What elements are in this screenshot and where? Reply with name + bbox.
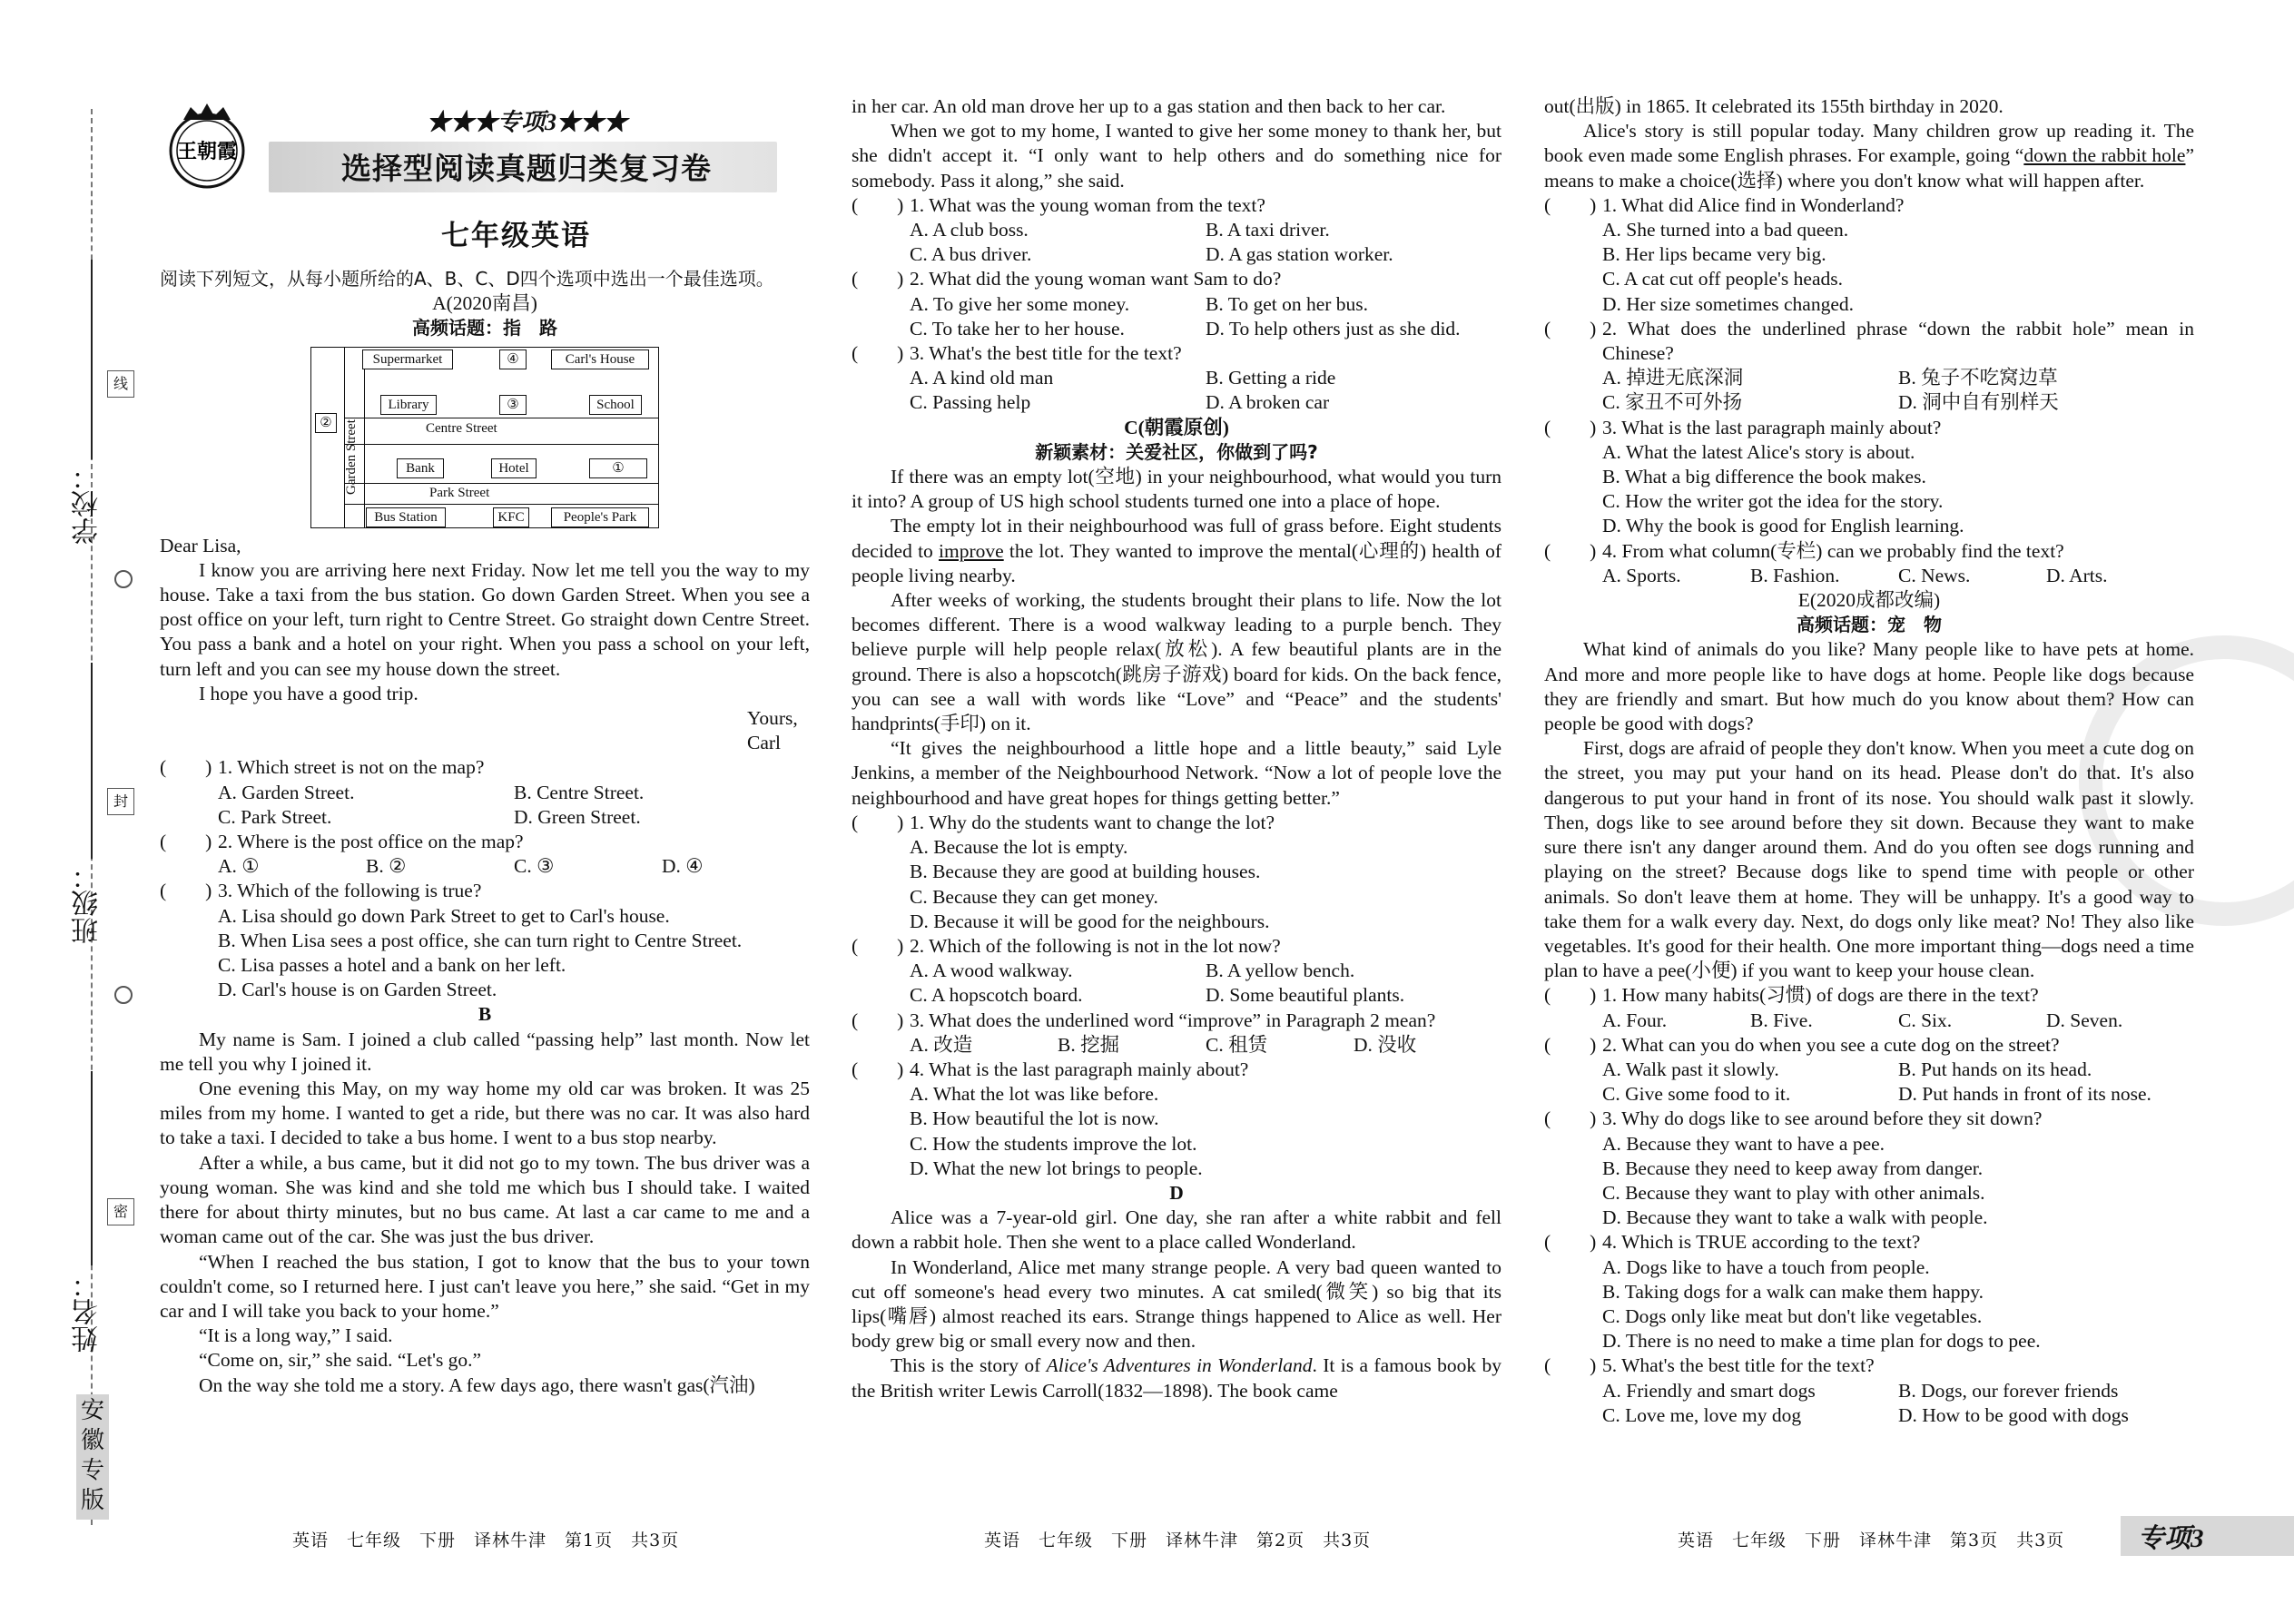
binding-hole	[114, 570, 133, 588]
option[interactable]: C. Park Street.	[218, 805, 332, 828]
paragraph: This is the story of Alice's Adventures in Wonderland. It is a famous book by the British writer Lewis Carroll(1832—1898). The book came	[852, 1354, 1501, 1402]
option[interactable]: C. A hopscotch board.	[910, 984, 1083, 1007]
option[interactable]: A. 掉进无底深洞	[1602, 367, 1744, 389]
answer-blank[interactable]: ( )	[1544, 539, 1597, 562]
option[interactable]: D. 洞中自有别样天	[1898, 391, 2059, 414]
option[interactable]: B. How beautiful the lot is now.	[910, 1107, 1159, 1130]
question: ( ) 2. What can you do when you see a cute dog on the street?	[1544, 1033, 2194, 1058]
answer-blank[interactable]: ( )	[852, 268, 904, 290]
school-label: 学校：	[72, 463, 103, 545]
question: ( ) 2. Which of the following is not in the lot now?	[852, 934, 1501, 959]
paragraph: One evening this May, on my way home my old car was broken. It was 25 miles from my home. I wanted to get a ride, but there was no car. It was also hard to take a taxi. I decided to take a bus home. I went to a bus stop nearby.	[160, 1078, 810, 1149]
instruction: 阅读下列短文，从每小题所给的A、B、C、D四个选项中选出一个最佳选项。	[160, 268, 774, 290]
answer-blank[interactable]: ( )	[852, 811, 904, 833]
centre-street-line	[344, 444, 658, 445]
letter-sign: Yours,	[747, 707, 798, 730]
series-label: ★★★专项3★★★	[427, 109, 628, 135]
question: ( ) 2. What did the young woman want Sam to do?	[852, 267, 1501, 291]
section-c-topic: 新颖素材：关爱社区，你做到了吗?	[1035, 440, 1318, 463]
question: ( ) 4. From what column(专栏) can we probably find the text?	[1544, 539, 2194, 564]
option[interactable]: D. Why the book is good for English learning.	[1602, 515, 1964, 537]
option[interactable]: B. What a big difference the book makes.	[1602, 466, 1926, 488]
paragraph: After weeks of working, the students brought their plans to life. Now the lot becomes different. There is a wood walkway leading to a purple bench. They believe purple will help people relax(放松). A few beautiful plants are in the ground. There is also a hopscotch(跳房子游戏) board for kids. On the back fence, you can see a wall with words like “Love” and “Peace” and the students' handprints(手印) on it.	[852, 589, 1501, 735]
column-1	[160, 100, 810, 1398]
paragraph: “Come on, sir,” she said. “Let's go.”	[199, 1349, 482, 1372]
question: ( ) 4. Which is TRUE according to the text?	[1544, 1230, 2194, 1255]
option[interactable]: D. Green Street.	[514, 805, 641, 828]
underlined-word: improve	[939, 539, 1004, 562]
option[interactable]: C. To take her to her house.	[910, 317, 1125, 340]
answer-blank[interactable]: ( )	[160, 880, 212, 902]
question: ( ) 1. What was the young woman from the text?	[852, 193, 1501, 218]
option[interactable]: D. Carl's house is on Garden Street.	[218, 979, 497, 1001]
option[interactable]: A. To give her some money.	[910, 292, 1130, 315]
letter-sign: Carl	[747, 732, 782, 754]
map-kfc: KFC	[493, 507, 529, 527]
option[interactable]: D. There is no need to make a time plan for dogs to pee.	[1602, 1330, 2041, 1353]
option[interactable]: B. When Lisa sees a post office, she can turn right to Centre Street.	[218, 929, 743, 951]
option[interactable]: C. Dogs only like meat but don't like vegetables.	[1602, 1304, 1983, 1327]
option[interactable]: B. Five.	[1750, 1009, 1813, 1031]
answer-blank[interactable]: ( )	[1544, 317, 1597, 340]
option[interactable]: A. She turned into a bad queen.	[1602, 219, 1849, 241]
paragraph: If there was an empty lot(空地) in your neighbourhood, what would you turn it into? A group of US high school students turned one into a place of hope.	[852, 466, 1501, 513]
name-label: 姓名：	[72, 1271, 103, 1353]
option[interactable]: A. What the latest Alice's story is about.	[1602, 440, 1915, 463]
answer-blank[interactable]: ( )	[1544, 1354, 1597, 1377]
question: ( ) 4. What is the last paragraph mainly about?	[852, 1058, 1501, 1082]
letter-greeting: Dear Lisa,	[160, 534, 241, 556]
underlined-phrase: down the rabbit hole	[2023, 144, 2186, 167]
paragraph: My name is Sam. I joined a club called “passing help” last month. Now let me tell you why I joined it.	[160, 1028, 810, 1075]
paragraph: What kind of animals do you like? Many people like to have pets at home. And more and more people like to have dogs at home. People like dogs because they are friendly and smart. But how much do you know about them? How can people be good with dogs?	[1544, 638, 2194, 735]
answer-blank[interactable]: ( )	[1544, 984, 1597, 1007]
option[interactable]: A. Garden Street.	[218, 781, 355, 803]
paragraph: After a while, a bus came, but it did not go to my town. The bus driver was a young woman. She was kind and she told me which bus I should take. I waited there for about thirty minutes, but no bus came. At last a car came to me and a woman came out of the car. She was just the bus driver.	[160, 1151, 810, 1248]
question: ( ) 2. Where is the post office on the map?	[160, 830, 810, 854]
question: ( ) 1. Which street is not on the map?	[160, 755, 810, 780]
option[interactable]: A. A kind old man	[910, 367, 1054, 389]
class-label: 班级：	[72, 862, 103, 944]
section-a-heading: A(2020南昌)	[432, 292, 537, 315]
question: ( ) 2. What does the underlined phrase “down the rabbit hole” mean in Chinese?	[1544, 317, 2194, 366]
section-b-heading: B	[478, 1003, 492, 1026]
option[interactable]: B. Fashion.	[1750, 564, 1840, 586]
question: ( ) 3. What does the underlined word “improve” in Paragraph 2 mean?	[852, 1009, 1501, 1033]
option[interactable]: A. What the lot was like before.	[910, 1083, 1159, 1106]
question: ( ) 3. Which of the following is true?	[160, 879, 810, 903]
answer-blank[interactable]: ( )	[1544, 416, 1597, 438]
option[interactable]: C. 租赁	[1206, 1033, 1268, 1056]
option[interactable]: C. How the students improve the lot.	[910, 1132, 1197, 1155]
option[interactable]: B. Getting a ride	[1206, 367, 1336, 389]
map-carls-house: Carl's House	[551, 349, 649, 369]
answer-blank[interactable]: ( )	[852, 342, 904, 365]
option[interactable]: C. How the writer got the idea for the story.	[1602, 490, 1944, 513]
street-map	[310, 347, 659, 528]
question: ( ) 1. What did Alice find in Wonderland?	[1544, 193, 2194, 218]
paragraph: The empty lot in their neighbourhood was full of grass before. Eight students decided to improve the lot. They wanted to improve the mental(心理的) health of people living nearby.	[852, 515, 1501, 586]
paragraph: in her car. An old man drove her up to a gas station and then back to her car.	[852, 95, 1446, 117]
option[interactable]: C. A bus driver.	[910, 243, 1032, 266]
option[interactable]: C. Love me, love my dog	[1602, 1403, 1802, 1426]
answer-blank[interactable]: ( )	[852, 193, 904, 216]
option[interactable]: A. ①	[218, 855, 260, 878]
option[interactable]: D. To help others just as she did.	[1206, 317, 1461, 340]
class-field[interactable]	[91, 663, 93, 859]
option[interactable]: A. Because the lot is empty.	[910, 836, 1128, 859]
map-supermarket: Supermarket	[362, 349, 453, 369]
paragraph: “It is a long way,” I said.	[199, 1324, 393, 1347]
map-bus-station: Bus Station	[366, 507, 446, 527]
option[interactable]: A. A club boss.	[910, 219, 1029, 241]
footer-badge-label: 专项3	[2138, 1524, 2204, 1553]
name-field[interactable]	[91, 1071, 93, 1265]
map-bank: Bank	[397, 458, 444, 478]
paragraph: On the way she told me a story. A few days ago, there wasn't gas(汽油)	[199, 1373, 755, 1396]
page-footer-1: 英语 七年级 下册 译林牛津 第1页 共3页	[292, 1530, 680, 1550]
page-footer-2: 英语 七年级 下册 译林牛津 第2页 共3页	[984, 1530, 1372, 1550]
paragraph: First, dogs are afraid of people they don't know. When you meet a cute dog on the street, you may put your hand on its head. Please don't do that. It's also dangerous to put your hand in front of its nose. You should walk past it slowly. Then, dogs like to see around before they sit down. Because they want to make sure there isn't any danger around them. And do you often see dogs running and playing on the street? Because dogs like to spend time with people or other animals. So don't leave them at home. They will be unhappy. It's a good way to take them for a walk every day. Next, do dogs only like meat? No! They also like vegetables. It's good for their health. One more important thing—dogs need a time plan to have a pee(小便) if you want to keep your house clean.	[1544, 737, 2194, 982]
option[interactable]: D. What the new lot brings to people.	[910, 1156, 1203, 1179]
option[interactable]: A. A wood walkway.	[910, 960, 1073, 982]
book-title: Alice's Adventures in Wonderland	[1046, 1354, 1313, 1377]
letter-paragraph: I know you are arriving here next Friday. Now let me tell you the way to my house. Take a taxi from the bus station. Go down Garden Street. When you see a post office on your left, turn right to Centre Street. Go straight down Centre Street. You pass a bank and a hotel on your right. When you pass a school on your left, turn left and you can see my house down the street.	[160, 558, 810, 680]
paragraph: Alice was a 7-year-old girl. One day, she ran after a white rabbit and fell down a rabbit hole. Then she went to a place called Wonderland.	[852, 1206, 1501, 1254]
option[interactable]: D. Seven.	[2046, 1009, 2123, 1031]
map-library: Library	[380, 395, 437, 415]
answer-blank[interactable]: ( )	[852, 1058, 904, 1080]
seal-line: 线	[107, 370, 134, 398]
option[interactable]: C. A cat cut off people's heads.	[1602, 268, 1844, 290]
grade-title: 七年级英语	[441, 220, 591, 252]
option[interactable]: C. Six.	[1898, 1009, 1953, 1031]
option[interactable]: C. Because they want to play with other animals.	[1602, 1181, 1985, 1204]
paragraph: “When I reached the bus station, I got to know that the bus to your town couldn't come, so I returned here. I just can't leave you here,” she said. “Get in my car and I will take you back to your home.”	[160, 1250, 810, 1322]
question: ( ) 1. Why do the students want to change the lot?	[852, 811, 1501, 835]
option[interactable]: A. Lisa should go down Park Street to get to Carl's house.	[218, 904, 670, 927]
section-e-topic: 高频话题：宠 物	[1797, 614, 1942, 636]
option[interactable]: D. A broken car	[1206, 391, 1330, 414]
option[interactable]: D. Because it will be good for the neighbours.	[910, 910, 1270, 932]
map-hotel: Hotel	[491, 458, 537, 478]
section-c-heading: C(朝霞原创)	[1124, 416, 1229, 438]
option[interactable]: C. Passing help	[910, 391, 1031, 414]
option[interactable]: B. Her lips became very big.	[1602, 243, 1826, 266]
paragraph: out(出版) in 1865. It celebrated its 155th birthday in 2020.	[1544, 95, 2004, 117]
option[interactable]: D. A gas station worker.	[1206, 243, 1393, 266]
logo-text: 王朝霞	[176, 141, 238, 163]
map-slot-4: ④	[499, 349, 527, 369]
option[interactable]: D. ④	[662, 855, 704, 878]
option[interactable]: B. Centre Street.	[514, 781, 645, 803]
answer-blank[interactable]: ( )	[1544, 193, 1597, 216]
park-street-line	[344, 504, 658, 505]
option[interactable]: D. Put hands in front of its nose.	[1898, 1083, 2151, 1106]
answer-blank[interactable]: ( )	[160, 756, 212, 779]
option[interactable]: B. A taxi driver.	[1206, 219, 1330, 241]
question: ( ) 3. What's the best title for the text?	[852, 341, 1501, 366]
page-footer-3: 英语 七年级 下册 译林牛津 第3页 共3页	[1678, 1530, 2065, 1550]
option[interactable]: C. 家丑不可外扬	[1602, 391, 1743, 414]
option[interactable]: B. ②	[366, 855, 407, 878]
question: ( ) 1. How many habits(习惯) of dogs are there in the text?	[1544, 983, 2194, 1008]
option[interactable]: C. Lisa passes a hotel and a bank on her left.	[218, 954, 566, 977]
option[interactable]: D. How to be good with dogs	[1898, 1403, 2129, 1426]
answer-blank[interactable]: ( )	[852, 934, 904, 957]
option[interactable]: B. Put hands on its head.	[1898, 1058, 2092, 1080]
question: ( ) 3. What is the last paragraph mainly about?	[1544, 416, 2194, 440]
answer-blank[interactable]: ( )	[1544, 1107, 1597, 1130]
option[interactable]: A. Dogs like to have a touch from people.	[1602, 1255, 1930, 1278]
option[interactable]: B. 挖掘	[1058, 1033, 1120, 1056]
answer-blank[interactable]: ( )	[1544, 1033, 1597, 1056]
option[interactable]: A. Sports.	[1602, 564, 1681, 586]
question: ( ) 5. What's the best title for the text?	[1544, 1353, 2194, 1378]
section-a-topic: 高频话题：指 路	[412, 317, 557, 340]
page-title: 选择型阅读真题归类复习卷	[341, 151, 712, 186]
option[interactable]: A. Four.	[1602, 1009, 1668, 1031]
map-park-street: Park Street	[429, 486, 490, 500]
option[interactable]: C. News.	[1898, 564, 1971, 586]
map-slot-2: ②	[315, 413, 337, 433]
letter-paragraph: I hope you have a good trip.	[199, 682, 418, 704]
option[interactable]: C. Give some food to it.	[1602, 1083, 1791, 1106]
region-tag: 安徽专版	[76, 1394, 109, 1520]
option[interactable]: C. ③	[514, 855, 555, 878]
column-2	[852, 94, 1501, 1403]
seal-seal: 封	[107, 788, 134, 815]
column-3	[1544, 94, 2194, 1428]
option[interactable]: B. A yellow bench.	[1206, 960, 1355, 982]
option[interactable]: C. Because they can get money.	[910, 885, 1158, 908]
option[interactable]: D. Her size sometimes changed.	[1602, 292, 1855, 315]
answer-blank[interactable]: ( )	[160, 831, 212, 853]
answer-blank[interactable]: ( )	[1544, 1231, 1597, 1254]
map-school: School	[589, 395, 642, 415]
paragraph: In Wonderland, Alice met many strange people. A very bad queen wanted to cut off someone's head every two minutes. A cat smiled(微笑) so big that its lips(嘴唇) almost reached its ears. Strange things happened to Alice as well. Her body grew big or small every now and then.	[852, 1255, 1501, 1353]
paragraph: Alice's story is still popular today. Many children grow up reading it. The book even made some English phrases. For example, going “down the rabbit hole” means to make a choice(选择) where you don't know what will happen after.	[1544, 120, 2194, 192]
answer-blank[interactable]: ( )	[852, 1009, 904, 1031]
map-centre-street: Centre Street	[426, 421, 497, 436]
paragraph: When we got to my home, I wanted to give her some money to thank her, but she didn't accept it. “I only want to help others and do something nice for somebody. Pass it along,” she said.	[852, 120, 1501, 192]
option[interactable]: B. To get on her bus.	[1206, 292, 1369, 315]
map-slot-3: ③	[499, 395, 527, 415]
section-d-heading: D	[1169, 1181, 1184, 1204]
option[interactable]: A. Because they want to have a pee.	[1602, 1132, 1885, 1155]
option[interactable]: A. 改造	[910, 1033, 973, 1056]
option[interactable]: B. Because they are good at building houses.	[910, 861, 1261, 883]
map-slot-1: ①	[589, 458, 647, 478]
option[interactable]: B. 兔子不吃窝边草	[1898, 367, 2058, 389]
section-e-heading: E(2020成都改编)	[1797, 589, 1941, 612]
map-garden-street: Garden Street	[344, 419, 359, 495]
option[interactable]: B. Dogs, our forever friends	[1898, 1379, 2119, 1402]
option[interactable]: B. Because they need to keep away from danger.	[1602, 1156, 1984, 1179]
option[interactable]: D. Because they want to take a walk with people.	[1602, 1206, 1988, 1229]
option[interactable]: A. Walk past it slowly.	[1602, 1058, 1779, 1080]
school-field[interactable]	[91, 260, 93, 459]
option[interactable]: A. Friendly and smart dogs	[1602, 1379, 1816, 1402]
seal-secret: 密	[107, 1198, 134, 1225]
option[interactable]: B. Taking dogs for a walk can make them happy.	[1602, 1280, 1984, 1303]
garden-street-line	[364, 368, 365, 527]
option[interactable]: D. Arts.	[2046, 564, 2108, 586]
park-street-line	[344, 483, 658, 484]
binding-hole	[114, 986, 133, 1004]
map-peoples-park: People's Park	[551, 507, 649, 527]
option[interactable]: D. Some beautiful plants.	[1206, 984, 1405, 1007]
paragraph: “It gives the neighbourhood a little hope and a little beauty,” said Lyle Jenkins, a member of the Neighbourhood Network. “Now a lot of people love the neighbourhood and have great hopes for things getting better.”	[852, 737, 1501, 809]
option[interactable]: D. 没收	[1354, 1033, 1417, 1056]
question: ( ) 3. Why do dogs like to see around before they sit down?	[1544, 1107, 2194, 1131]
